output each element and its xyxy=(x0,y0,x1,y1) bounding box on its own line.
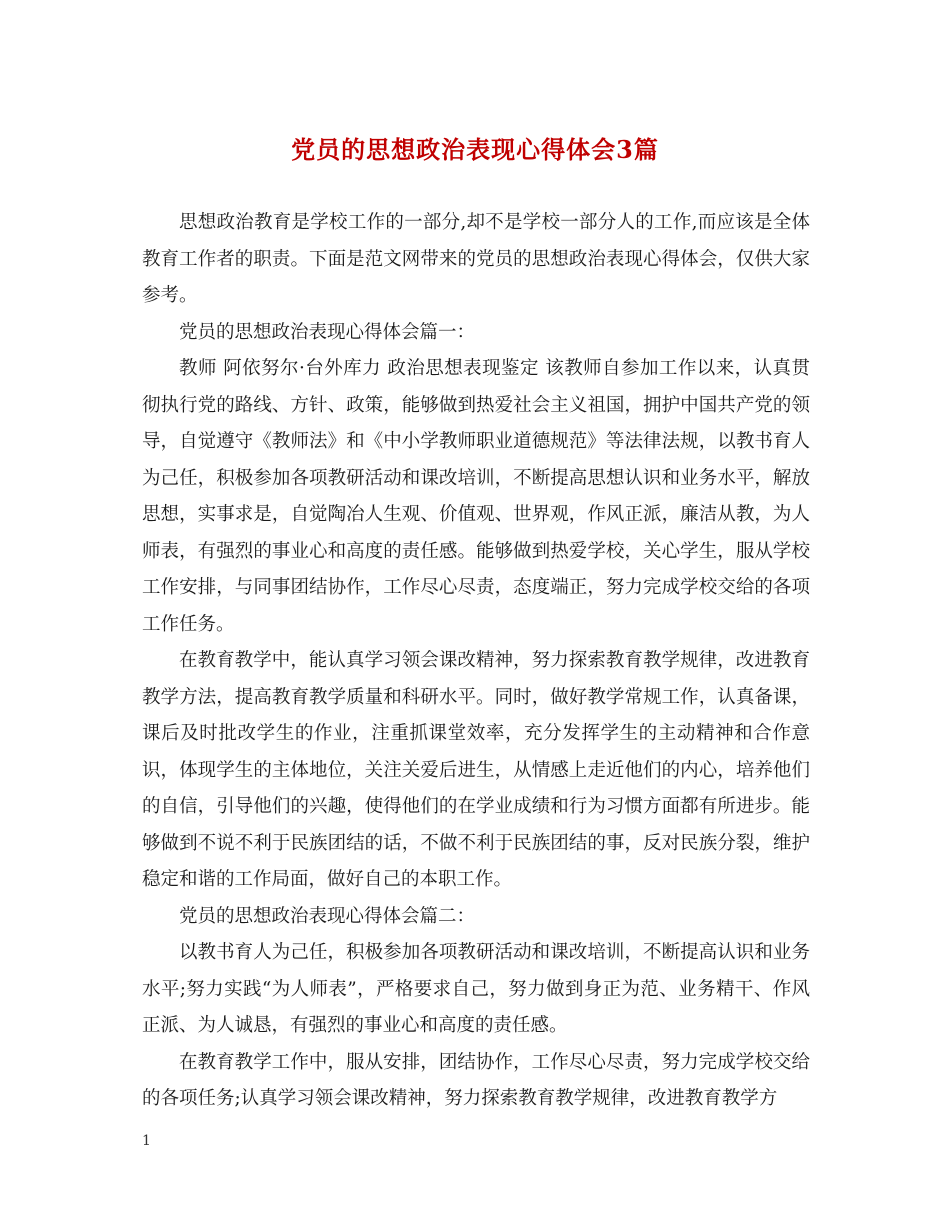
document-title: 党员的思想政治表现心得体会3篇 xyxy=(291,135,659,164)
body-paragraph: 教师 阿依努尔·台外库力 政治思想表现鉴定 该教师自参加工作以来，认真贯彻执行党的路线、方针、政策，能够做到热爱社会主义祖国，拥护中国共产党的领导，自觉遵守《教师法》和《中小学教师职业道德规范》等法律法规，以教书育人为己任，积极参加各项教研活动和课改培训，不断提高思想认识和业务水平，解放思想，实事求是，自觉陶冶人生观、价值观、世界观，作风正派，廉洁从教，为人师表，有强烈的事业心和高度的责任感。能够做到热爱学校，关心学生，服从学校工作安排，与同事团结协作，工作尽心尽责，态度端正，努力完成学校交给的各项工作任务。 xyxy=(142,358,810,635)
document-body xyxy=(142,205,810,1118)
intro-paragraph: 思想政治教育是学校工作的一部分,却不是学校一部分人的工作,而应该是全体教育工作者的职责。下面是范文网带来的党员的思想政治表现心得体会，仅供大家参考。 xyxy=(142,212,810,306)
body-paragraph: 在教育教学工作中，服从安排，团结协作，工作尽心尽责，努力完成学校交给的各项任务;认真学习领会课改精神，努力探索教育教学规律，改进教育教学方 xyxy=(142,1051,810,1109)
page-number: 1 xyxy=(142,1133,151,1149)
section-heading-1: 党员的思想政治表现心得体会篇一： xyxy=(179,321,476,343)
section-heading-2: 党员的思想政治表现心得体会篇二： xyxy=(179,905,476,927)
body-paragraph: 在教育教学中，能认真学习领会课改精神，努力探索教育教学规律，改进教育教学方法，提高教育教学质量和科研水平。同时，做好教学常规工作，认真备课，课后及时批改学生的作业，注重抓课堂效率，充分发挥学生的主动精神和合作意识，体现学生的主体地位，关注关爱后进生，从情感上走近他们的内心，培养他们的自信，引导他们的兴趣，使得他们的在学业成绩和行为习惯方面都有所进步。能够做到不说不利于民族团结的话，不做不利于民族团结的事，反对民族分裂，维护稳定和谐的工作局面，做好自己的本职工作。 xyxy=(142,650,810,890)
body-paragraph: 以教书育人为己任，积极参加各项教研活动和课改培训，不断提高认识和业务水平;努力实践“为人师表”，严格要求自己，努力做到身正为范、业务精干、作风正派、为人诚恳，有强烈的事业心和高度的责任感。 xyxy=(142,942,810,1036)
